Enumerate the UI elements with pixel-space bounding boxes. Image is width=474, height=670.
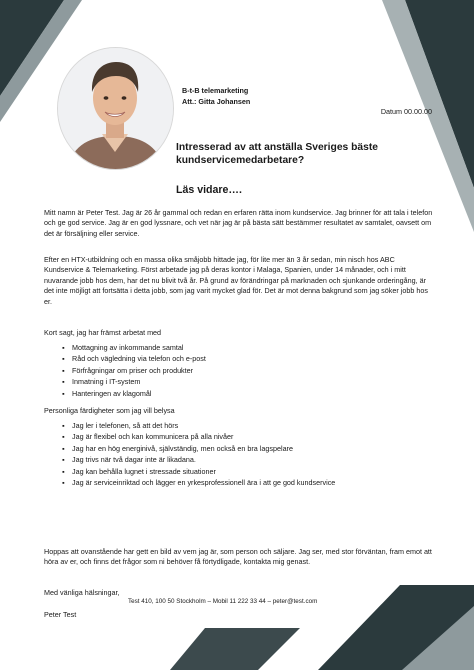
list-item: ▪ Mottagning av inkommande samtal [62,343,436,354]
list-item: ▪ Inmatning i IT-system [62,377,436,388]
list-item: ▪ Jag ler i telefonen, så att det hörs [62,421,436,432]
person-portrait-icon [58,48,173,169]
intro-paragraph: Mitt namn är Peter Test. Jag är 26 år gammal och redan en erfaren rätta inom kundservice. Jag brinner för att tala i telefon och ge god service. Jag är en god lyssnare, och vet när jag är på bästa sätt bestämmer resultatet av samtalet, oavsett om det är försäljning eller service. [44,208,433,238]
list-item: ▪ Jag är serviceinriktad och lägger en yrkesprofessionell ära i att ge god kundservice [62,478,436,489]
profile-photo [58,48,173,169]
list-item: ▪ Förfrågningar om priser och produkter [62,366,436,377]
list-item: ▪ Jag har en hög energinivå, självständig, men också en bra lagspelare [62,444,436,455]
list-item: ▪ Jag kan behålla lugnet i stressade situationer [62,467,436,478]
skills-list [44,421,436,547]
skills-list-intro: Personliga färdigheter som jag vill belysa [44,406,175,415]
list-item: ▪ Hanteringen av klagomål [62,389,436,400]
letter-headline: Intresserad av att anställa Sveriges bäste kundservicemedarbetare? [176,142,379,166]
signature-name: Peter Test [44,610,77,619]
bottom-mid-shape [170,628,300,670]
work-list [44,343,436,406]
background-paragraph: Efter en HTX-utbildning och en massa olika småjobb hittade jag, för lite mer än 3 år sedan, min nisch hos ABC Kundservice & Telemarketing. Först arbetade jag på deras kontor i Malaga, Spanien, under 14 månader, och i mitt nuvarande jobb hos dem, har det nu blivit två år. På grund av förändringar på marknaden och sjunkande orderingång, är det inte möjligt att fortsätta i detta jobb, som jag varit mycket glad för. Det är mot denna bakgrund som jag söker jobb hos er. [44,255,428,306]
work-list-intro: Kort sagt, jag har främst arbetat med [44,328,162,337]
letter-body [44,208,436,620]
recipient-block [182,86,250,107]
regards-line: Med vänliga hälsningar, [44,588,120,597]
read-more-heading: Läs vidare…. [176,184,242,196]
list-item: ▪ Jag är flexibel och kan kommunicera på alla nivåer [62,432,436,443]
recipient-company: B-t-B telemarketing [182,86,249,95]
list-item: ▪ Jag trivs när två dagar inte är likadana. [62,455,436,466]
closing-paragraph: Hoppas att ovanstående har gett en bild av vem jag är, som person och säljare. Jag ser, med stor förväntan, fram emot att höra av er, och finns det frågor som ni behöver få förtydligade, kontakta mig genast. [44,547,432,567]
list-item: ▪ Råd och vägledning via telefon och e-post [62,354,436,365]
letter-date: Datum 00.00.00 [380,107,432,116]
recipient-attention: Att.: Gitta Johansen [182,96,251,106]
contact-footer: Test 410, 100 50 Stockholm – Mobil 11 222 33 44 – peter@test.com [128,598,318,605]
